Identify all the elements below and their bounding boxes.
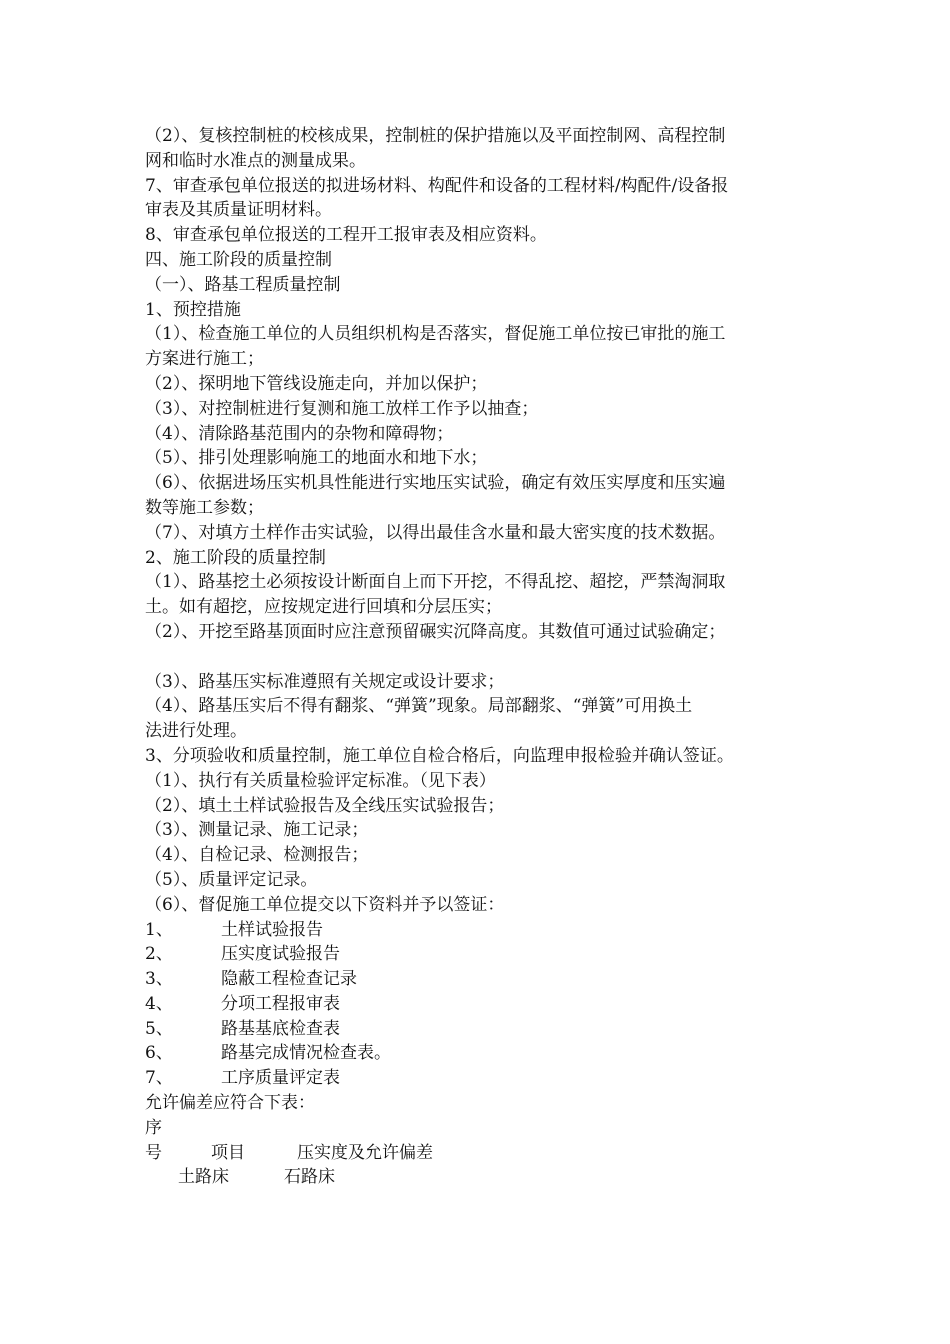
text-line: 7、审查承包单位报送的拟进场材料、构配件和设备的工程材料/构配件/设备报 [145, 175, 729, 196]
list-item-text: 工序质量评定表 [221, 1068, 340, 1089]
tolerance-intro: 允许偏差应符合下表： [145, 1093, 315, 1114]
list-item [145, 942, 810, 967]
table-header-soil-bed: 土路床 [178, 1167, 229, 1188]
text-line: （5）、排引处理影响施工的地面水和地下水； [145, 448, 488, 469]
tolerance-table-header [145, 1116, 810, 1190]
table-header-row [145, 1141, 810, 1166]
list-item-number: 3、 [145, 969, 173, 990]
subsection-heading: （一）、路基工程质量控制 [145, 274, 341, 295]
text-line: （4）、路基压实后不得有翻浆、“弹簧”现象。局部翻浆、“弹簧”可用换土 [145, 696, 693, 717]
list-item [145, 992, 810, 1017]
table-header-stone-bed: 石路床 [284, 1167, 335, 1188]
text-line: （3）、对控制桩进行复测和施工放样工作予以抽查； [145, 398, 539, 419]
text-line: 审表及其质量证明材料。 [145, 200, 332, 221]
text-line: （4）、清除路基范围内的杂物和障碍物； [145, 423, 454, 444]
text-line: （7）、对填方土样作击实试验，以得出最佳含水量和最大密实度的技术数据。 [145, 522, 726, 543]
text-line: （1）、检查施工单位的人员组织机构是否落实，督促施工单位按已审批的施工 [145, 324, 726, 345]
document-page [145, 124, 810, 1190]
text-line: 法进行处理。 [145, 721, 247, 742]
table-header-seq-bottom: 号 [145, 1142, 162, 1163]
item-heading: 2、施工阶段的质量控制 [145, 547, 326, 568]
text-line: （1）、执行有关质量检验评定标准。（见下表） [145, 770, 496, 791]
list-item [145, 967, 810, 992]
list-item-number: 7、 [145, 1068, 173, 1089]
text-line: 8、审查承包单位报送的工程开工报审表及相应资料。 [145, 225, 547, 246]
text-line: （4）、自检记录、检测报告； [145, 845, 369, 866]
table-header-item: 项目 [211, 1142, 245, 1163]
list-item-text: 路基基底检查表 [221, 1018, 340, 1039]
list-item-text: 土样试验报告 [221, 919, 323, 940]
text-line: （5）、质量评定记录。 [145, 869, 318, 890]
text-line: 网和临时水准点的测量成果。 [145, 150, 366, 171]
list-item [145, 1041, 810, 1066]
list-item-number: 2、 [145, 944, 173, 965]
text-line: （6）、督促施工单位提交以下资料并予以签证： [145, 894, 505, 915]
list-item-text: 路基完成情况检查表。 [221, 1043, 391, 1064]
text-line: 数等施工参数； [145, 497, 264, 518]
blank-line [145, 645, 810, 670]
list-item-number: 6、 [145, 1043, 173, 1064]
item-heading: 3、分项验收和质量控制，施工单位自检合格后，向监理申报检验并确认签证。 [145, 745, 734, 766]
text-line: （2）、开挖至路基顶面时应注意预留碾实沉降高度。其数值可通过试验确定； [145, 621, 726, 642]
text-line: （1）、路基挖土必须按设计断面自上而下开挖，不得乱挖、超挖，严禁淘洞取 [145, 572, 726, 593]
text-line: 土。如有超挖，应按规定进行回填和分层压实； [145, 597, 502, 618]
text-line: 方案进行施工； [145, 349, 264, 370]
list-item-number: 5、 [145, 1018, 173, 1039]
text-line: （3）、路基压实标准遵照有关规定或设计要求； [145, 671, 505, 692]
text-line: （2）、填土土样试验报告及全线压实试验报告； [145, 795, 505, 816]
list-item-text: 隐蔽工程检查记录 [221, 969, 357, 990]
list-item-number: 4、 [145, 993, 173, 1014]
table-header-compaction: 压实度及允许偏差 [297, 1142, 433, 1163]
text-line: （2）、探明地下管线设施走向，并加以保护； [145, 373, 488, 394]
list-item-text: 压实度试验报告 [221, 944, 340, 965]
list-item [145, 1066, 810, 1091]
list-item-number: 1、 [145, 919, 173, 940]
table-header-seq-top: 序 [145, 1117, 162, 1138]
section-heading: 四、施工阶段的质量控制 [145, 249, 332, 270]
text-line: （3）、测量记录、施工记录； [145, 820, 369, 841]
table-subheader-row [145, 1165, 810, 1190]
item-heading: 1、预控措施 [145, 299, 241, 320]
text-line: （2）、复核控制桩的校核成果，控制桩的保护措施以及平面控制网、高程控制 [145, 126, 726, 146]
list-item [145, 918, 810, 943]
list-item-text: 分项工程报审表 [221, 993, 340, 1014]
text-line: （6）、依据进场压实机具性能进行实地压实试验，确定有效压实厚度和压实遍 [145, 473, 726, 494]
submit-list [145, 918, 810, 1092]
list-item [145, 1017, 810, 1042]
